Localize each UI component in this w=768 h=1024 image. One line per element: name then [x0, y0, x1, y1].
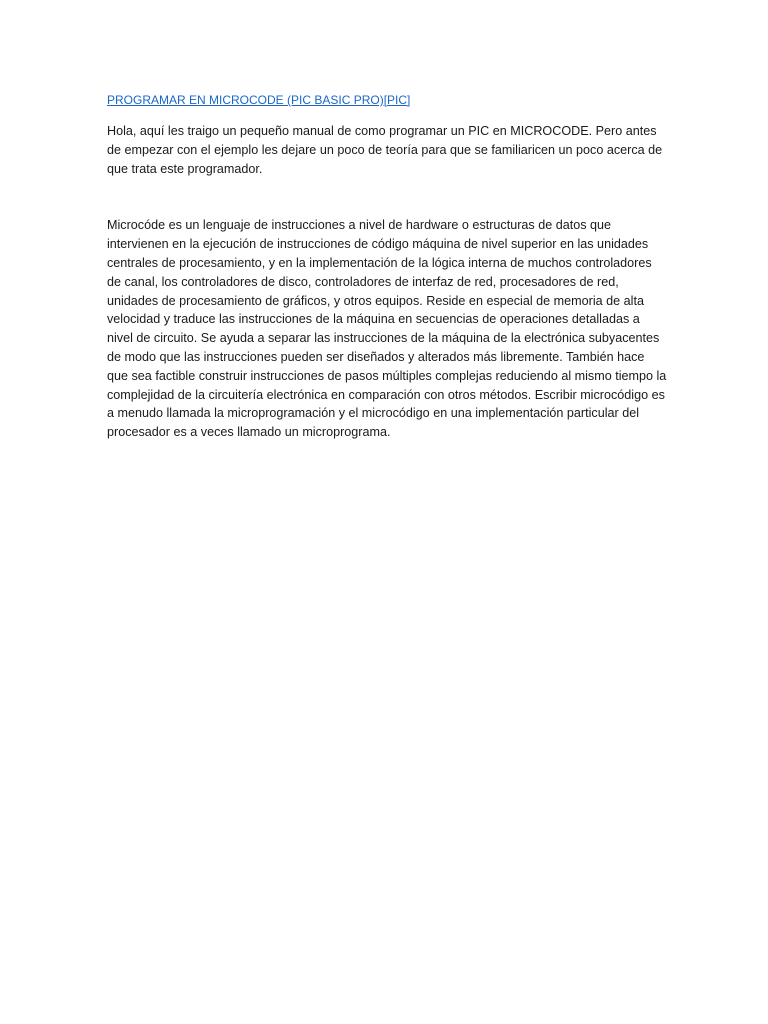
document-title-link[interactable]: PROGRAMAR EN MICROCODE (PIC BASIC PRO)[PIC] — [107, 93, 411, 107]
intro-paragraph: Hola, aquí les traigo un pequeño manual de como programar un PIC en MICROCODE. Pero antes de empezar con el ejemplo les dejare un poco de teoría para que se familiaricen un poco acerca de que trata este programador. — [107, 124, 663, 176]
microcode-definition-paragraph: Microcóde es un lenguaje de instrucciones a nivel de hardware o estructuras de datos que intervienen en la ejecución de instrucciones de código máquina de nivel superior en las unidades centrales de procesamiento, y en la implementación de la lógica interna de muchos controladores de canal, los controladores de disco, controladores de interfaz de red, procesadores de red, unidades de procesamiento de gráficos, y otros equipos. Reside en especial de memoria de alta velocidad y traduce las instrucciones de la máquina en secuencias de operaciones detalladas a nivel de circuito. Se ayuda a separar las instrucciones de la máquina de la electrónica subyacentes de modo que las instrucciones pueden ser diseñados y alterados más libremente. También hace que sea factible construir instrucciones de pasos múltiples complejas reduciendo al mismo tiempo la complejidad de la circuitería electrónica en comparación con otros métodos. Escribir microcódigo es a menudo llamada la microprogramación y el microcódigo en una implementación particular del procesador es a veces llamado un microprograma. — [107, 218, 667, 440]
document-page — [107, 91, 667, 442]
